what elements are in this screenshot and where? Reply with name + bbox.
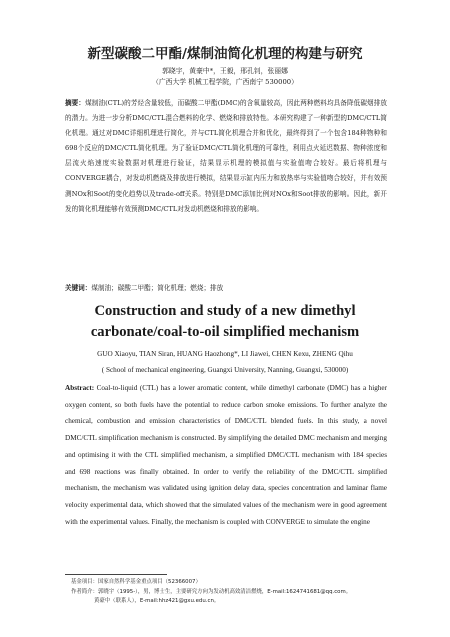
chinese-abstract-label: 摘要： (65, 99, 86, 107)
chinese-abstract-text: 煤制油(CTL)的芳烃含量较低，而碳酸二甲酯(DMC)的含氧量较高，因此两种燃料均具备降低碳烟排放的潜力。为进一步分析DMC/CTL混合燃料的化学、燃烧和排放特性。本研究构建了一种新型的DMC/CTL简化机理。通过对DMC详细机理进行简化，并与CTL简化机理合并和优化，最终得到了一个包含184种物种和698个反应的DMC/CTL简化机理。为了验证DMC/CTL简化机理的可靠性，利用点火延迟数据、物种浓度和层流火焰速度实验数据对机理进行验证，结果显示机理的模拟值与实验值吻合较好。最后将机理与CONVERGE耦合，对发动机燃烧及排放进行模拟，结果显示缸内压力和放热率与实验值吻合较好，并有效预测NOx和Soot的变化趋势以及trade-off关系。特别是DMC添加比例对NOx和Soot排放的影响。因此，新开发的简化机理能够有效预测DMC/CTL对发动机燃烧和排放的影响。 (65, 99, 388, 213)
footnote-contact: 黄豪中（联系人），E-mail:hhz421@gxu.edu.cn。 (94, 598, 220, 605)
chinese-authors: 郭晓宇，黄豪中*，王毅，邢孔钊，张丽娜 (162, 67, 288, 75)
chinese-title: 新型碳酸二甲酯/煤制油简化机理的构建与研究 (87, 46, 363, 62)
english-abstract-text: Coal-to-liquid (CTL) has a lower aromatic content, while dimethyl carbonate (DMC) has a higher oxygen content, so both fuels have the potential to reduce carbon smoke emissions. To further analyze the chemical, combustion and emission characteristics of DMC/CTL blended fuels. In this study, a novel DMC/CTL simplification mechanism is constructed. By simplifying the detailed DMC mechanism and merging and optimising it with the CTL simplified mechanism, a simplified DMC/CTL mechanism with 184 species and 698 reactions was finally obtained. In order to verify the reliability of the DMC/CTL simplified mechanism, the mechanism was validated using ignition delay data, species concentration and laminar flame velocity experimental data, which showed that the simulated values of the mechanism were in good agreement with the experimental values. Finally, the mechanism is coupled with CONVERGE to simulate the engine (65, 384, 387, 526)
chinese-affiliation: （广西大学 机械工程学院，广西南宁 530000） (152, 78, 298, 86)
footnote-funding: 基金项目：国家自然科学基金重点项目（52366007） (71, 579, 201, 585)
english-abstract-label: Abstract: (65, 384, 95, 392)
english-title-line-2: carbonate/coal-to-oil simplified mechanism (90, 324, 360, 340)
footnote-divider (65, 574, 167, 575)
chinese-abstract (65, 96, 387, 217)
footnote-author-bio: 作者简介：郭晓宇（1995-），男，博士生，主要研究方向为发动机高效清洁燃烧，E-mail:1624741681@qq.com。 (71, 588, 352, 595)
chinese-keywords-label: 关键词： (65, 284, 92, 292)
english-title (0, 301, 450, 343)
english-title-line-1: Construction and study of a new dimethyl (94, 303, 356, 319)
english-affiliation: ( School of mechanical engineering, Guangxi University, Nanning, Guangxi, 530000) (101, 366, 349, 374)
chinese-author-block (0, 66, 450, 88)
english-authors: GUO Xiaoyu, TIAN Siran, HUANG Haozhong*, LI Jiawei, CHEN Kexu, ZHENG Qihu (97, 350, 353, 358)
english-abstract (65, 380, 387, 530)
footnote (71, 578, 391, 607)
chinese-keywords-text: 煤制油；碳酸二甲酯；简化机理；燃烧；排放 (91, 284, 224, 292)
chinese-keywords (65, 282, 387, 294)
